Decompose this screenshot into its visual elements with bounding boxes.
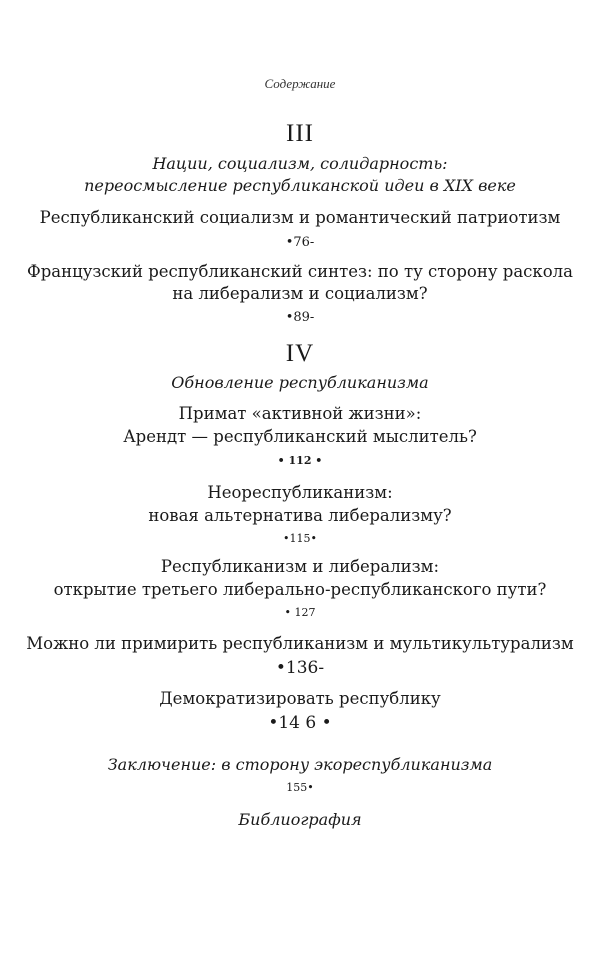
toc-entry-democratize[interactable]: Демократизировать республику [159,689,441,708]
part-3-title-line-2: переосмысление республиканской идеи в XIX веке [84,176,516,195]
part-3-numeral: III [286,120,314,147]
page-number-136: •136- [275,658,325,678]
toc-entry-french-synthesis-line-1[interactable]: Французский республиканский синтез: по ту сторону раскола [27,262,573,281]
page-number-115: •115• [283,532,317,545]
part-3-title-line-1: Нации, социализм, солидарность: [152,154,448,173]
page-number-76: •76- [285,235,315,250]
toc-entry-conclusion[interactable]: Заключение: в сторону экореспубликанизма [107,755,493,774]
page-number-146: •14 6 • [268,713,332,733]
toc-entry-multiculturalism[interactable]: Можно ли примирить республиканизм и мультикультурализм [26,634,574,653]
toc-entry-liberalism-line-2[interactable]: открытие третьего либерально-республиканского пути? [53,580,547,599]
toc-entry-bibliography[interactable]: Библиография [238,810,362,829]
toc-entry-liberalism-line-1[interactable]: Республиканизм и либерализм: [160,557,440,576]
toc-entry-neorepublicanism-line-2[interactable]: новая альтернатива либерализму? [148,506,452,525]
toc-entry-arendt-line-2[interactable]: Арендт — республиканский мыслитель? [123,427,477,446]
running-head: Содержание [264,76,336,91]
toc-entry-republican-socialism[interactable]: Республиканский социализм и романтический патриотизм [39,208,561,227]
part-4-numeral: IV [285,340,315,367]
page-number-127: • 127 [284,606,316,619]
page-number-89: •89- [285,310,315,325]
part-4-title: Обновление республиканизма [171,373,429,392]
toc-entry-french-synthesis-line-2[interactable]: на либерализм и социализм? [172,284,428,303]
toc-entry-neorepublicanism-line-1[interactable]: Неореспубликанизм: [207,483,393,502]
page-number-155: 155• [286,781,314,794]
toc-entry-arendt-line-1[interactable]: Примат «активной жизни»: [178,404,422,423]
page-number-112: • 112 • [277,454,323,467]
